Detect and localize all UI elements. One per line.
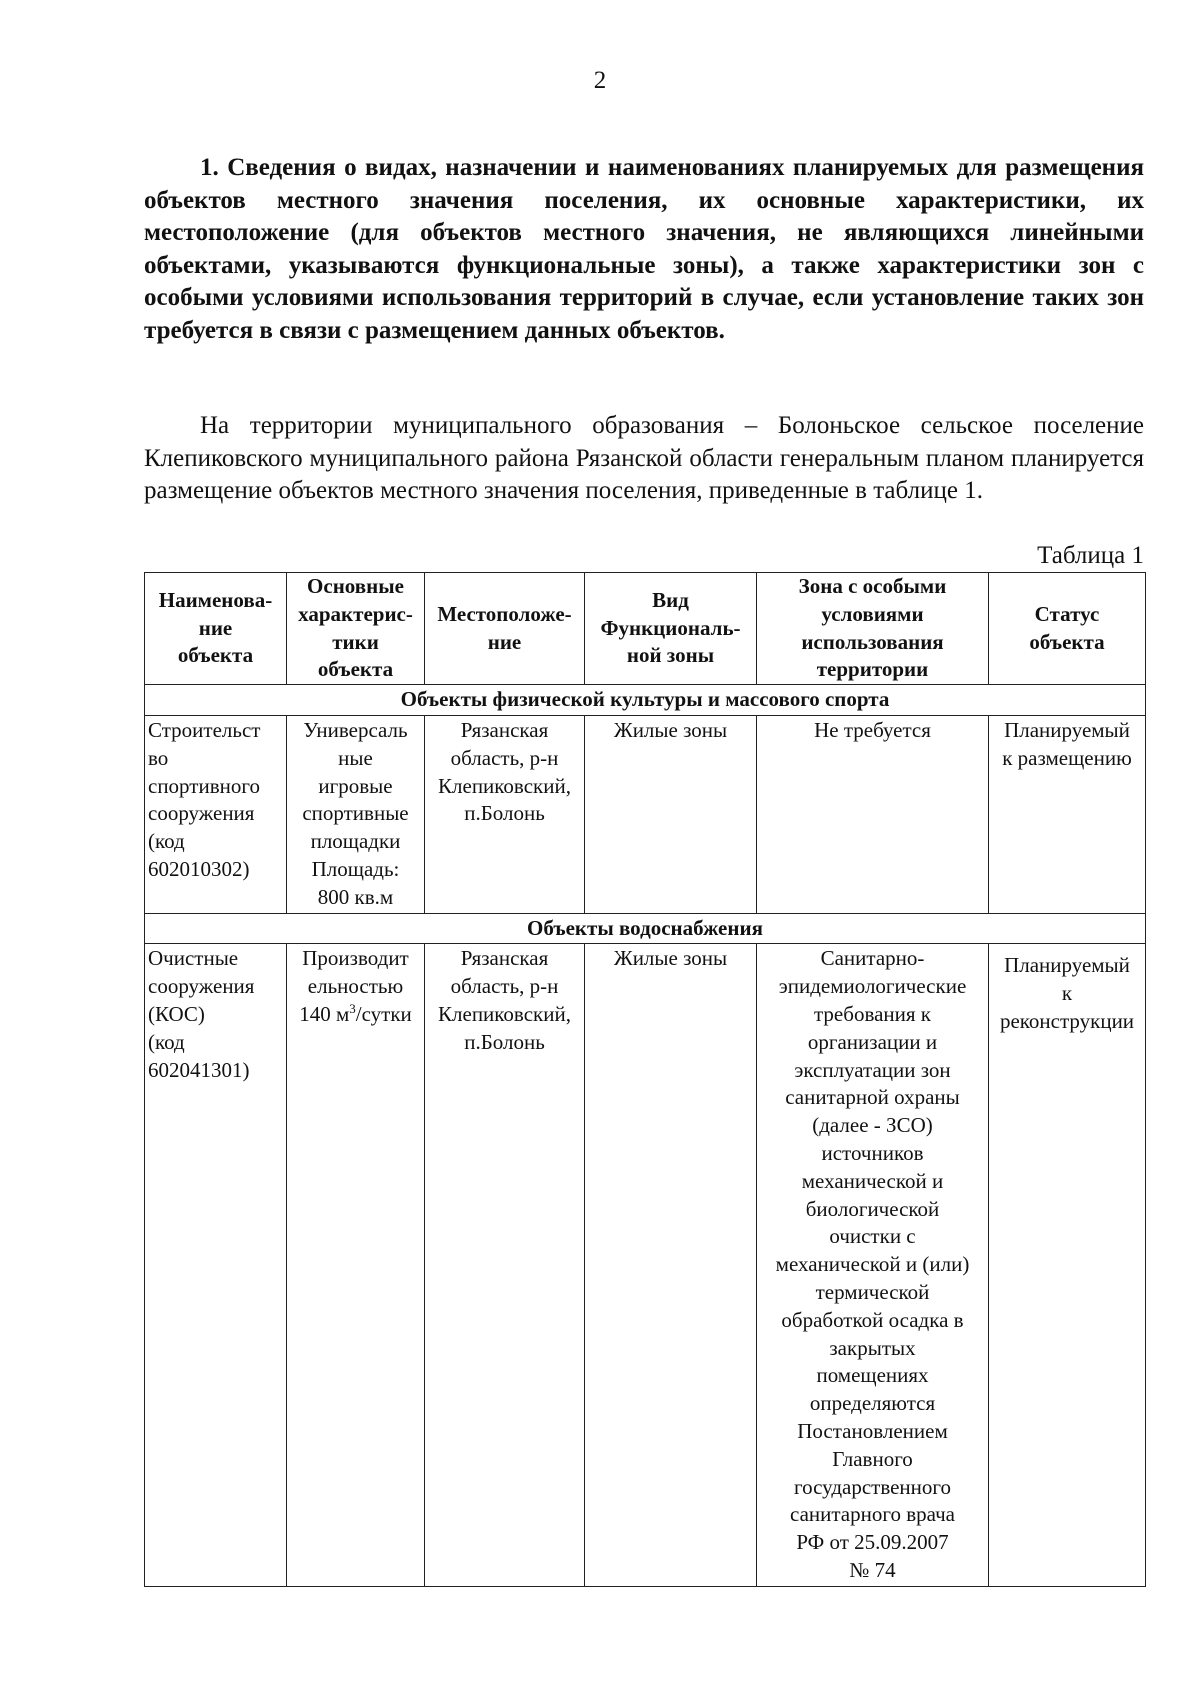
capacity-text: Производит ельностью 140 м [299,946,409,1026]
header-zone-type: Вид Функциональ- ной зоны [585,573,757,685]
section-title-row [145,913,1146,944]
table-header-row [145,573,1146,685]
cell-status: Планируемый к реконструкции [989,944,1146,1586]
header-status: Статус объекта [989,573,1146,685]
cell-characteristics [287,944,425,1586]
header-object-name: Наименова- ние объекта [145,573,287,685]
cell-zone-type: Жилые зоны [585,944,757,1586]
page-number: 2 [593,67,607,94]
header-characteristics: Основные характерис- тики объекта [287,573,425,685]
planned-objects-table [144,572,1146,1587]
section-title-row [145,685,1146,716]
header-special-zone: Зона с особыми условиями использования территории [757,573,989,685]
section-title-sport: Объекты физической культуры и массового спорта [145,685,1146,716]
header-location: Местоположе- ние [425,573,585,685]
intro-paragraph: На территории муниципального образования – Болоньское сельское поселение Клепиковского муниципального района Рязанской области генеральным планом планируется размещение объектов местного значения поселения, приведенные в таблице 1. [144,412,1144,504]
cell-special-zone: Не требуется [757,715,989,913]
section-title-water: Объекты водоснабжения [145,913,1146,944]
cell-special-zone: Санитарно- эпидемиологические требования к организации и эксплуатации зон санитарной охраны (далее - ЗСО) источников механической и биологической очистки с механической и (или) термической обработкой осадка в закрытых помещениях определяются Постановлением Главного государственного санитарного врача РФ от 25.09.2007 № 74 [757,944,989,1586]
cell-location: Рязанская область, р-н Клепиковский, п.Болонь [425,715,585,913]
cell-object-name: Очистные сооружения (КОС) (код 602041301) [145,944,287,1586]
table-caption: Таблица 1 [1037,542,1144,569]
cell-zone-type: Жилые зоны [585,715,757,913]
table-row [145,944,1146,1586]
table-row [145,715,1146,913]
capacity-unit: /сутки [355,1001,412,1026]
cell-status: Планируемый к размещению [989,715,1146,913]
cell-characteristics: Универсаль ные игровые спортивные площадки Площадь: 800 кв.м [287,715,425,913]
cell-object-name: Строительст во спортивного сооружения (код 602010302) [145,715,287,913]
capacity-superscript: 3 [349,1000,356,1016]
cell-location: Рязанская область, р-н Клепиковский, п.Болонь [425,944,585,1586]
section-heading: 1. Сведения о видах, назначении и наименованиях планируемых для размещения объектов местного значения поселения, их основные характеристики, их местоположение (для объектов местного значения, не являющихся линейными объектами, указываются функциональные зоны), а также характеристики зон с особыми условиями использования территорий в случае, если установление таких зон требуется в связи с размещением данных объектов. [144,154,1144,344]
